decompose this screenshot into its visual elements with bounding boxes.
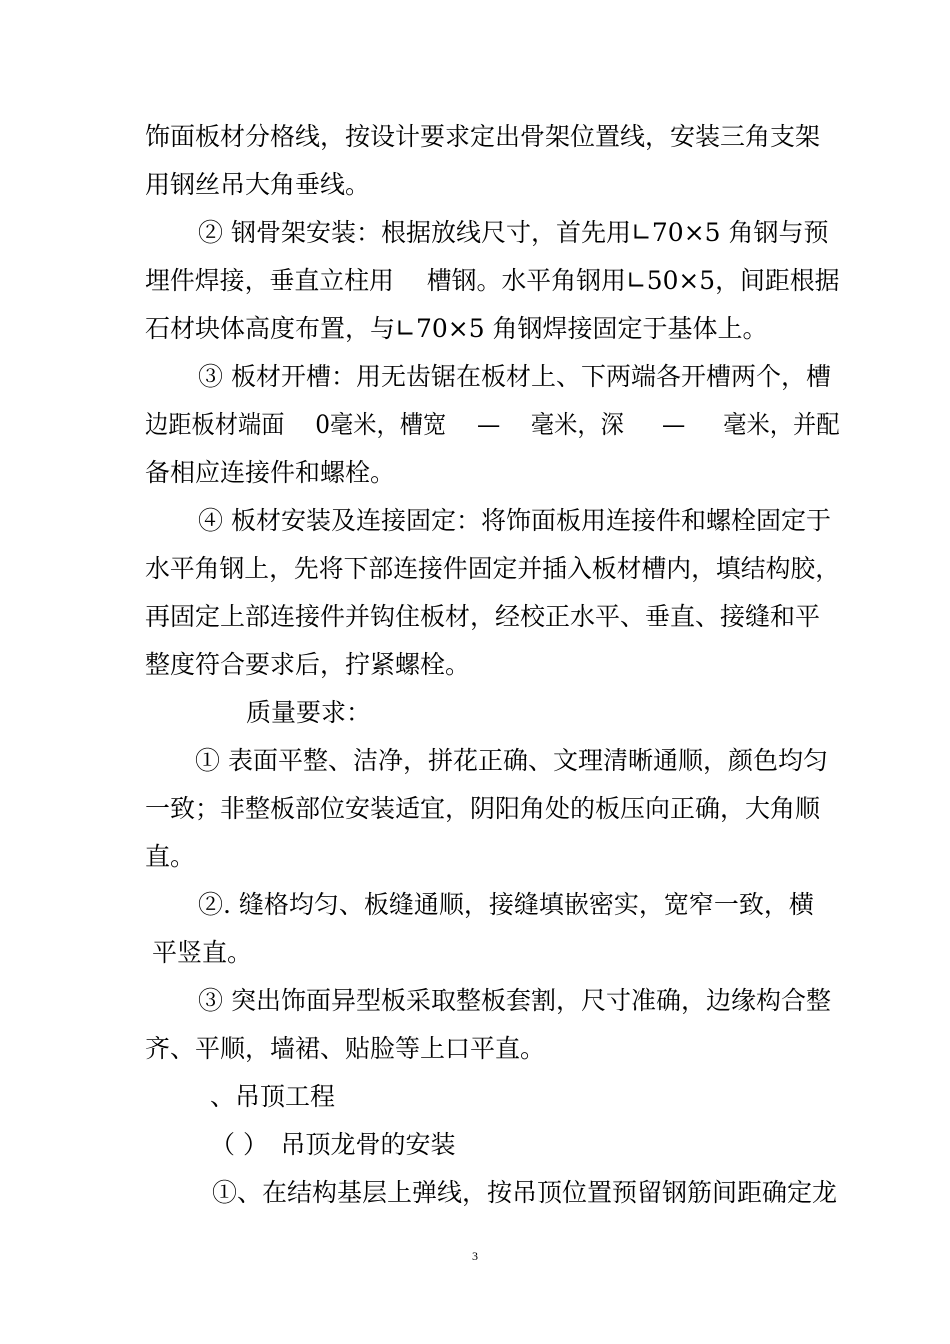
- body-text-line: 边距板材端面 0毫米，槽宽 — 毫米，深 — 毫米，并配: [145, 410, 840, 439]
- body-text-line: ③ 板材开槽：用无齿锯在板材上、下两端各开槽两个，槽: [198, 362, 831, 391]
- body-text-line: 石材块体高度布置，与∟70×5 角钢焊接固定于基体上。: [145, 314, 768, 343]
- body-text-line: 平竖直。: [152, 938, 253, 967]
- body-text-line: 直。: [145, 842, 196, 871]
- body-text-line: 一致；非整板部位安装适宜，阴阳角处的板压向正确，大角顺: [145, 794, 821, 823]
- body-text-line: 饰面板材分格线，按设计要求定出骨架位置线，安装三角支架: [145, 122, 821, 151]
- body-text-line: 整度符合要求后，拧紧螺栓。: [145, 650, 471, 679]
- body-text-line: ①、在结构基层上弹线，按吊顶位置预留钢筋间距确定龙: [212, 1178, 838, 1207]
- body-text-line: 用钢丝吊大角垂线。: [145, 170, 371, 199]
- body-text-line: ③ 突出饰面异型板采取整板套割，尺寸准确，边缘构合整: [198, 986, 831, 1015]
- section-heading: 、吊顶工程: [210, 1082, 336, 1111]
- body-text-line: 齐、平顺，墙裙、贴脸等上口平直。: [145, 1034, 546, 1063]
- body-text-line: 再固定上部连接件并钩住板材，经校正水平、垂直、接缝和平: [145, 602, 821, 631]
- section-heading: 质量要求：: [246, 698, 372, 727]
- body-text-line: ① 表面平整、洁净，拼花正确、文理清晰通顺，颜色均匀: [195, 746, 828, 775]
- body-text-line: 埋件焊接，垂直立柱用 槽钢。水平角钢用∟50×5，间距根据: [145, 266, 840, 295]
- body-text-line: ② 钢骨架安装：根据放线尺寸，首先用∟70×5 角钢与预: [198, 218, 829, 247]
- body-text-line: ②. 缝格均匀、板缝通顺，接缝填嵌密实，宽窄一致，横: [198, 890, 814, 919]
- page-number: 3: [472, 1249, 478, 1263]
- body-text-line: 备相应连接件和螺栓。: [145, 458, 396, 487]
- body-text-line: 水平角钢上，先将下部连接件固定并插入板材槽内，填结构胶，: [145, 554, 841, 583]
- body-text-line: ④ 板材安装及连接固定：将饰面板用连接件和螺栓固定于: [198, 506, 831, 535]
- subsection-heading: （ ） 吊顶龙骨的安装: [210, 1130, 456, 1159]
